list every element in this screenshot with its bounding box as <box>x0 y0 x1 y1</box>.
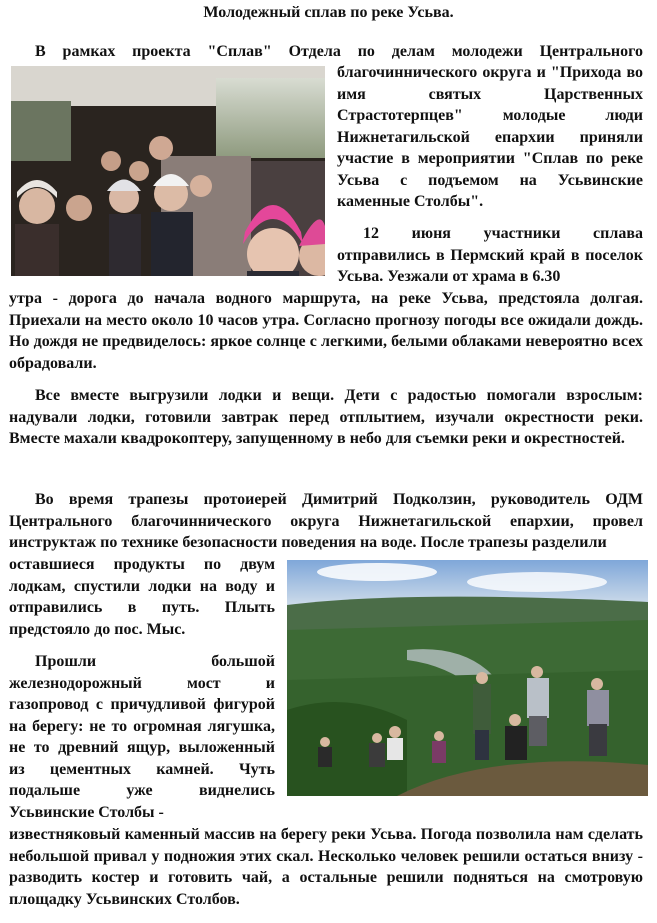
photo-river-overlook <box>287 560 648 796</box>
para5-side-text: Прошли большой железнодорожный мост и газопровод с причудливой фигурой на берегу: не то огромная лягушка, не то древний ящур, выложенный из цементных камней. Чуть подальше уже виднелись Усьвинские Столбы - <box>9 653 275 821</box>
para4-side-text: оставшиеся продукты по двум лодкам, спустили лодки на воду и отправились в путь. Плыть предстояло до пос. Мыс. <box>9 556 275 638</box>
article-title: Молодежный сплав по реке Усьва. <box>203 4 454 21</box>
para2-side-text: 12 июня участники сплава отправились в Пермский край в поселок Усьва. Уезжали от храма в 6.30 <box>337 225 643 285</box>
bus-photo-illustration <box>11 66 325 276</box>
para1-line1: В рамках проекта "Сплав" Отдела по делам молодежи Центрального <box>35 43 643 60</box>
para1-side-text: благочиннического округа и "Прихода во имя святых Царственных Страстотерпцев" молодые люди Нижнетагильской епархии приняли участие в мероприятии "Сплав по реке Усьва с подъемом на Усьвинские каменные Столбы". <box>337 64 643 210</box>
para4-full-text: Во время трапезы протоиерей Димитрий Подколзин, руководитель ОДМ Центрального благочиннического округа Нижнетагильской епархии, провел инструктаж по технике безопасности поведения на воде. После трапезы разделили <box>9 491 643 551</box>
para3-text: Все вместе выгрузили лодки и вещи. Дети с радостью помогали взрослым: надували лодки, готовили завтрак перед отплытием, изучали окрестности реки. Вместе махали квадрокоптеру, запущенному в небо для съемки реки и окрестностей. <box>9 387 643 447</box>
para5-full-text: известняковый каменный массив на берегу реки Усьва. Погода позволила нам сделать небольшой привал у подножия этих скал. Несколько человек решили остаться внизу - разводить костер и готовить чай, а остальные решили подняться на смотровую площадку Усьвинских Столбов. <box>9 826 643 908</box>
photo-bus-interior <box>11 66 325 276</box>
river-photo-illustration <box>287 560 648 796</box>
para2-full-text: утра - дорога до начала водного маршрута, на реке Усьва, предстояла долгая. Приехали на место около 10 часов утра. Согласно прогнозу погоды все ожидали дождь. Но дождя не предвиделось: яркое солнце с легкими, белыми облаками невероятно всех обрадовали. <box>9 290 643 372</box>
